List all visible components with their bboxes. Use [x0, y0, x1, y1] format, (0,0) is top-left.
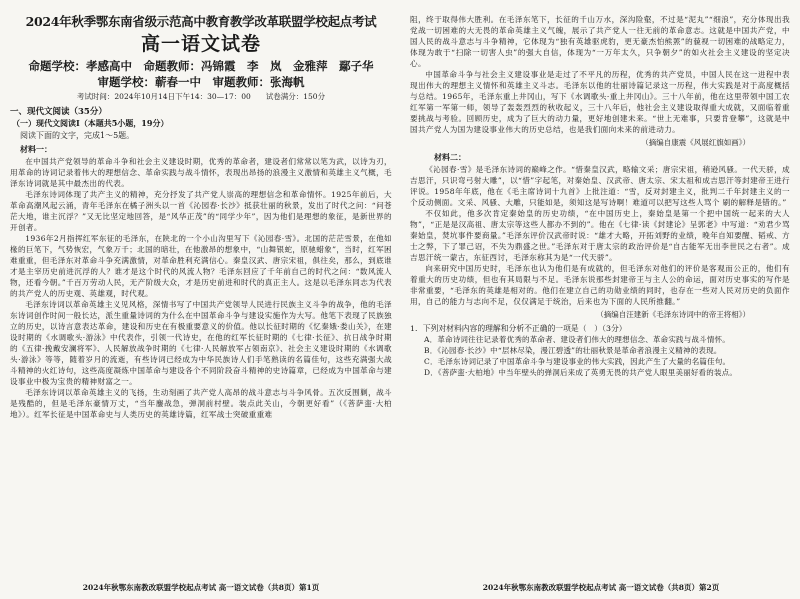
exam-page-2	[402, 0, 800, 599]
question-option-a: A．革命诗词往往记录着优秀的革命者、建设者们伟大的理想信念、革命实践与战斗情怀。	[424, 335, 730, 344]
question-option-b: B．《沁园春·长沙》中“层林尽染，漫江碧透”的壮丽秋景是革命者浪漫主义精神的表现。	[424, 346, 722, 355]
exam-time-line: 考试时间：2024年10月14日下午14：30—17：00 试卷满分：150分	[76, 92, 326, 101]
question-option-c: C．毛泽东诗词记录了中国革命斗争与建设事业的伟大实践，因此产生了大量的名篇佳句。	[424, 357, 731, 366]
paragraph: 不仅如此，他多次肯定秦始皇的历史功绩，“在中国历史上，秦始皇是第一个把中国统一起来的大人物”，“正是是汉高祖、唐太宗等这些人都办不到的”。他在《七律·读《封建论》呈郭老》中写道：“劝君少骂秦始皇，焚坑事件要商量。”毛泽东评价汉武帝时说：“雄才大略，开拓刘野的业绩，晚年自知要醒、韬戒、方士之弊，下了罪己诏，不失为鼎盛之世。”毛泽东对于唐太宗的政治评价是“自古能军无出李世民之右者”。成吉思汗统一蒙古，东征西讨，毛泽东称其为是“一代天骄”。	[410, 209, 790, 262]
reviewer-line: 审题学校：蕲春一中 审题教师：张海帆	[97, 75, 305, 89]
paragraph: 在中国共产党领导的革命斗争和社会主义建设时期，优秀的革命者，建设者们常常以笔为武，以诗为刃，用革命的诗词记录着伟大的理想信念、革命实践与战斗情怀，表现出昂扬的浪漫主义激情和英雄主义气概，毛泽东诗词就是其中最杰出的代表。	[10, 157, 392, 188]
paragraph: 阻，终于取得伟大胜利。在毛泽东笔下，长征的千山万水，深沟险壑，不过是“泥丸”“细浪”，充分体现出我党战一切困难的大无畏的革命英雄主义气魄，展示了共产党人一往无前的革命意志。这就是中国共产党，中国人民的战斗意志与斗争精神，它体现为“独有英雄驱虎豹，更无豪杰怕熊罴”的藐视一切困难的战略定力，体现为敢于“扫除一切害人虫”的强大自信，体现为“一万年太久，只争朝夕”的如火社会主义建设的坚定决心。	[410, 15, 790, 68]
paragraph: 向来研究中国历史时，毛泽东也认为他们是有成就的，但毛泽东对他们的评价是客观而公正的，他们有着重大的历史功绩，但也有其局限与不足。毛泽东说那些封建帝王与主人公的命运，面对历史事实的写作是非常重要，“毛泽东的英雄是相对的。他们在建立自己的功勋业绩的同时，也存在一些对人民对历史的负面作用，自己的能力与志向不足，仅仅满足于统治，后来也为下面的人民所推翻。”	[410, 264, 790, 306]
subsection-heading: （一）现代文阅读Ⅰ（本题共5小题，19分）	[12, 118, 169, 128]
page-footer: 2024年秋鄂东南教改联盟学校起点考试 高一语文试卷（共8页）第1页	[82, 583, 320, 592]
paragraph: 《沁园春·雪》是毛泽东诗词的巅峰之作。“惜秦皇汉武，略输文采；唐宗宋祖，稍逊风骚。一代天骄，成吉思汗，只识弯弓射大雕”，以“惜”字起笔，对秦始皇、汉武帝、唐太宗、宋太祖和成吉思汗等封建帝王进行评说。1958年年底，他在《毛主席诗词十九首》上批注道：“雪，反对封建主义，批判二千年封建主义的一个反动侧面。文采、风骚、大雕，只能如是，须知这是写诗啊！难道可以把写这些人骂个 刷的解释是错的。”	[410, 165, 790, 207]
material-1-label: 材料一：	[20, 144, 52, 154]
paragraph: 毛泽东诗词以革命英雄主义见风格，深情书写了中国共产党领导人民进行民族主义斗争的战争，他的毛泽东诗词创作时间一般长达，派生重量诗词的为什么在中国革命斗争与建设实施作为大写。他笔下表现了民族独立的历史，以诗言意表达革命，建设和历史在有极重要意义的价值。他以长征时期的《忆秦娥·娄山关》，在建设时期的《水调歌头·游泳》中代表作，引领一代诗史，在他的红军长征时期的《七律·长征》、抗日战争时期的《五律·挽戴安澜将军》、人民解放战争时期的《七律·人民解放军占领南京》、社会主义建设时期的《水调歌头·游泳》等等，随着岁月的流逝，有些诗词已经成为中华民族诗人们手笔熟读的名篇佳句，这些充满强大战斗精神的火红诗句，这些高度凝炼中国革命与建设各个不同阶段奋斗精神的史诗篇章，已经成为中国革命与建设事业中极为宝贵的精神财富之一。	[10, 300, 392, 386]
source-citation: （摘编自康震《风展红旗如画》）	[641, 138, 750, 147]
paragraph: 1936年2月指挥红军东征的毛泽东，在陕北的一个小山沟里写下《沁园春·雪》。北国的茫茫雪景，在他如椽的巨笔下，气势恢宏，气象万千；北国的暗壮，在他激昂的想象中，“山舞银蛇，原驰蜡象”，当时，红军困难重重，但毛泽东对革命斗争充满激情，对革命胜利充满信心。秦皇汉武、唐宗宋祖，俱往矣，那么，到底谁才是主宰历史前进沉浮的人？谁才是这个时代的风流人物？毛泽东回应了千年前自己的时代之问：“数风流人物，还看今朝。”千百万劳动人民，无产阶级大众，才是历史前进和时代的真正主人。这是以毛泽东同志为代表的共产党人的历史观、英雄观，时代观。	[10, 234, 392, 298]
source-citation: （摘编自汪建新《毛泽东诗词中的帝王将相》）	[596, 310, 750, 319]
question-stem: 1．下列对材料内容的理解和分析不正确的一项是（ ）（3分）	[410, 324, 627, 333]
exam-title: 2024年秋季鄂东南省级示范高中教育教学改革联盟学校起点考试	[25, 14, 377, 29]
section-heading: 一、现代文阅读（35分）	[10, 107, 107, 117]
paragraph: 毛泽东诗词体现了共产主义的精神，充分抒发了共产党人崇高的理想信念和革命情怀。1925年前后，大革命高潮风起云涌，青年毛泽东在橘子洲头以一首《沁园春·长沙》抵获壮丽的秋景，发出了时代之问：“问苍茫大地，谁主沉浮？”又无比坚定地回答，是“风华正茂”的“同学少年”，因为他们是理想的象征，是新世界的开创者。	[10, 190, 392, 232]
proposer-line: 命题学校：孝感高中 命题教师：冯锦霞 李 岚 金雅萍 鄢子华	[28, 59, 374, 73]
question-option-d: D．《菩萨蛮·大柏地》中当年壁头的弹洞后来成了英勇无畏的共产党人眼里美丽好看的装点。	[424, 368, 738, 377]
page-footer: 2024年秋鄂东南教改联盟学校起点考试 高一语文试卷（共8页）第2页	[482, 583, 720, 592]
paragraph: 中国革命斗争与社会主义建设事业是走过了不平凡的历程，优秀的共产党员，中国人民在这一进程中表现出伟大的理想主义情怀和英雄主义斗志。毛泽东以他的壮丽诗篇记录这一历程，伟大实践是对于高度概括与总结。1965年，毛泽东重上井冈山，写下《水调歌头·重上井冈山》。三十八年前，他在这里带领中国工农红军第一军第一师，领导了轰轰烈烈的秋收起义，三十八年后，他社会主义建设取得重大成就，又面临着重要挑战与考验。回顾历史，成为了巨大的动力量，更好地创建未来。“世上无难事，只要肯登攀”，这就是中国共产党人为国为建设事业伟大的历史总结，也是我们面向未来的前进动力。	[410, 70, 790, 134]
subject-title: 高一语文试卷	[140, 33, 261, 55]
paragraph: 毛泽东诗词以革命英雄主义的飞扬，生动刻画了共产党人高昂的战斗意志与斗争风骨。五次反围剿，战斗是残酷的，但是毛泽东豪情万丈，“当年鏖战急，弹洞前村壁。装点此关山，今朝更好看”（《菩萨蛮·大柏地》）。红军长征是中国革命史与人类历史的英雄诗篇，红军战士突破重重难	[10, 388, 392, 419]
reading-instruction: 阅读下面的文字，完成1～5题。	[20, 130, 135, 140]
material-2-label: 材料二：	[434, 152, 466, 162]
